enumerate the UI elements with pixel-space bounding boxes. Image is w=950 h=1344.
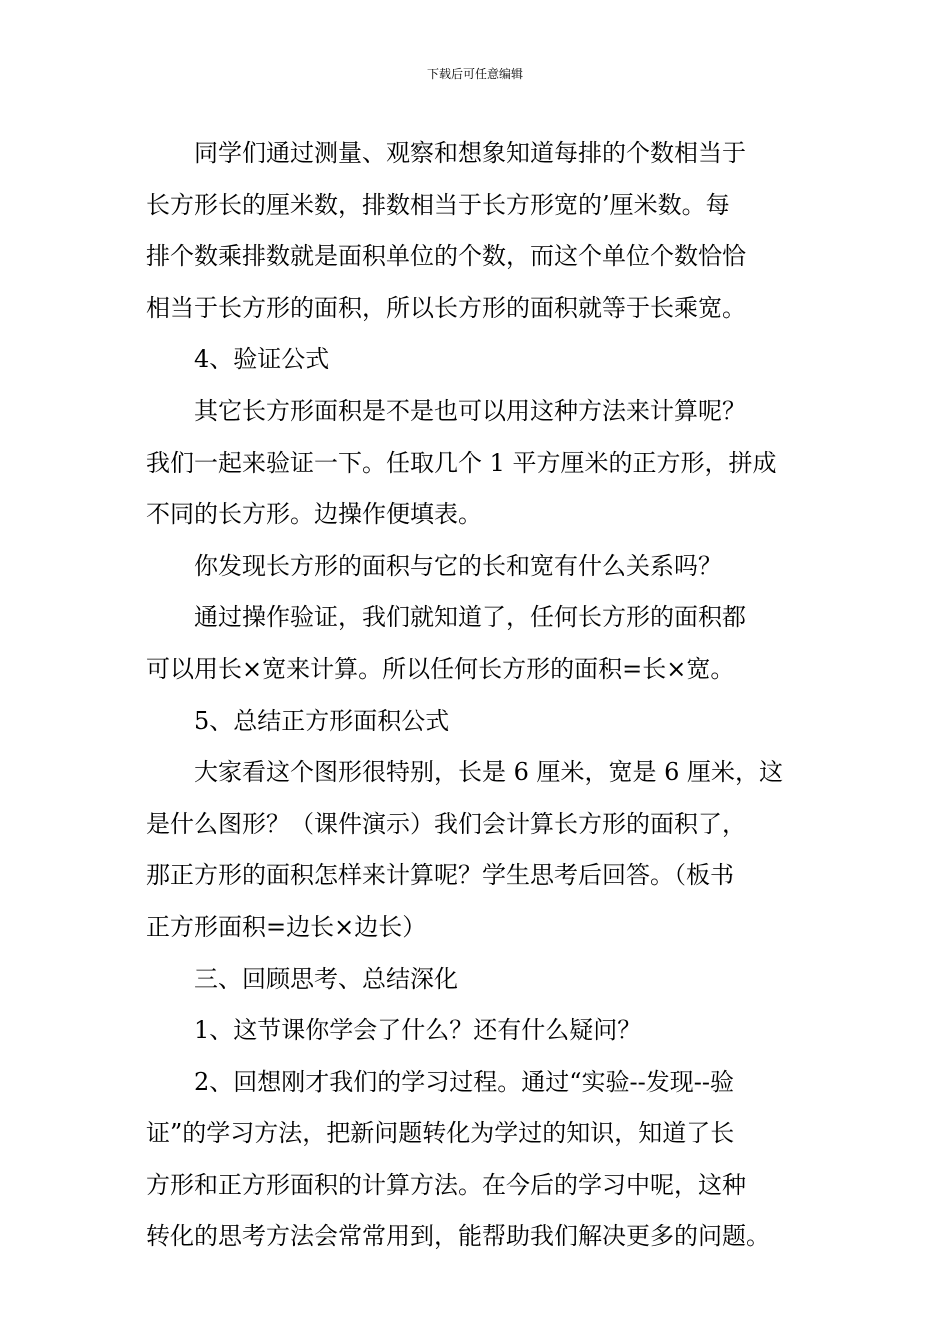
paragraph-line: 方形和正方形面积的计算方法。在今后的学习中呢，这种 [146, 1170, 746, 1199]
paragraph-line: 转化的思考方法会常常用到，能帮助我们解决更多的问题。 [146, 1222, 770, 1251]
paragraph-line: 正方形面积=边长×边长） [146, 912, 427, 941]
paragraph-line: 不同的长方形。边操作便填表。 [146, 500, 482, 529]
paragraph-line: 相当于长方形的面积，所以长方形的面积就等于长乘宽。 [146, 293, 746, 322]
paragraph-line: 1、这节课你学会了什么？还有什么疑问？ [194, 1016, 642, 1045]
paragraph-line: 2、回想刚才我们的学习过程。通过“实验--发现--验 [194, 1067, 734, 1096]
paragraph-line: 同学们通过测量、观察和想象知道每排的个数相当于 [194, 139, 746, 167]
paragraph-line: 可以用长×宽来计算。所以任何长方形的面积=长×宽。 [146, 654, 735, 683]
paragraph-line: 我们一起来验证一下。任取几个 1 平方厘米的正方形，拼成 [146, 448, 777, 477]
section-heading: 三、回顾思考、总结深化 [194, 964, 458, 993]
paragraph-line: 是什么图形？（课件演示）我们会计算长方形的面积了， [146, 809, 746, 838]
paragraph-line: 你发现长方形的面积与它的长和宽有什么关系吗？ [194, 551, 722, 580]
section-heading: 4、验证公式 [194, 345, 330, 374]
paragraph-line: 那正方形的面积怎样来计算呢？学生思考后回答。（板书 [146, 861, 734, 890]
paragraph-line: 其它长方形面积是不是也可以用这种方法来计算呢？ [194, 396, 746, 425]
page-header: 下载后可任意编辑 [426, 67, 523, 81]
paragraph-line: 大家看这个图形很特别，长是 6 厘米，宽是 6 厘米，这 [194, 758, 784, 787]
body-text [146, 128, 806, 1263]
paragraph-line: 排个数乘排数就是面积单位的个数，而这个单位个数恰恰 [146, 242, 746, 271]
paragraph-line: 通过操作验证，我们就知道了，任何长方形的面积都 [194, 603, 746, 632]
section-heading: 5、总结正方形面积公式 [194, 706, 450, 735]
paragraph-line: 长方形长的厘米数，排数相当于长方形宽的’厘米数。每 [146, 190, 730, 219]
paragraph-line: 证”的学习方法，把新问题转化为学过的知识，知道了长 [146, 1119, 735, 1148]
